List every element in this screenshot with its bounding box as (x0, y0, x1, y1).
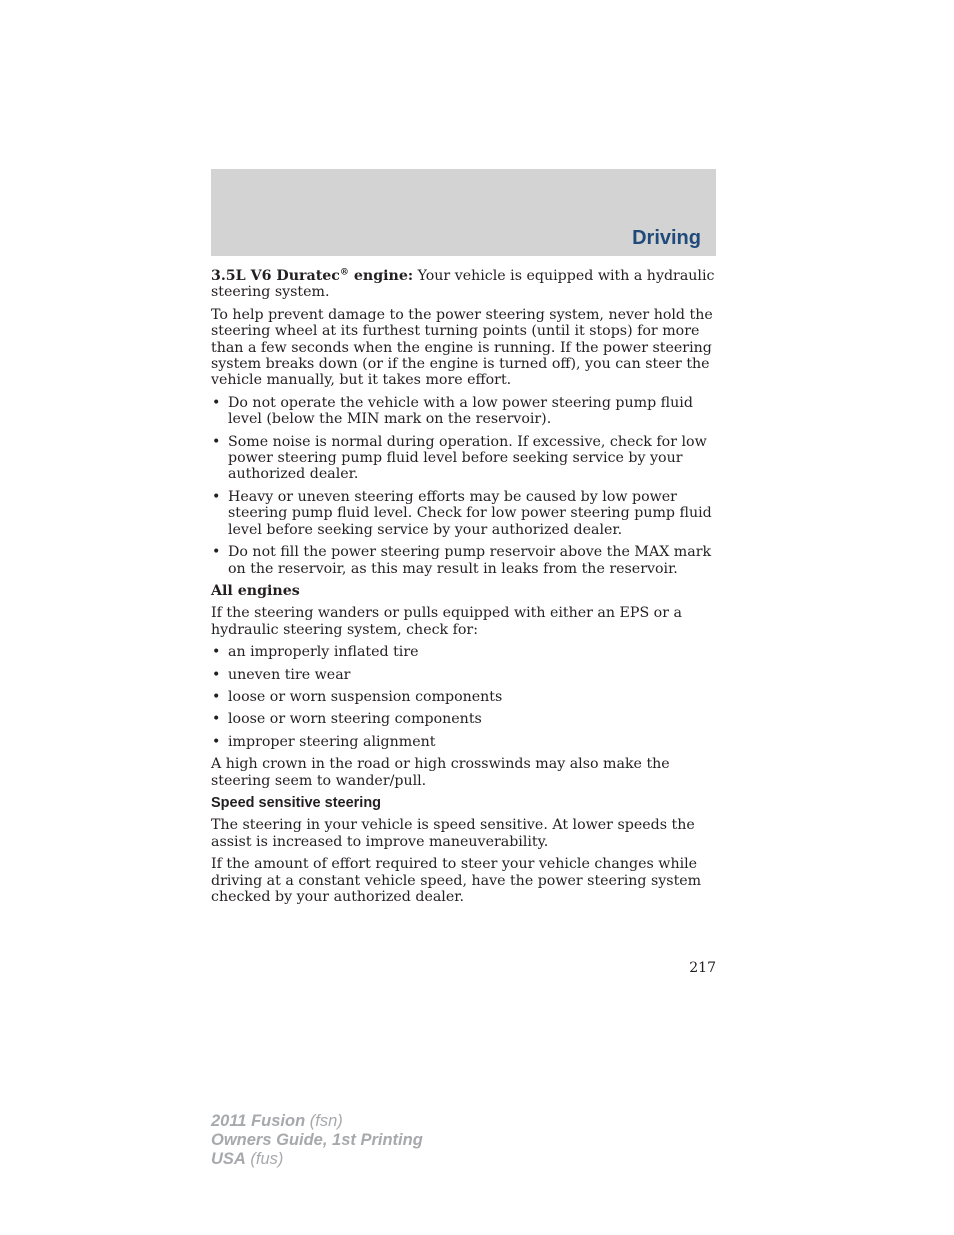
bullet-icon: • (212, 544, 221, 561)
bullet-icon: • (212, 666, 221, 683)
section-header-band (211, 169, 716, 256)
speed-sensitive-heading: Speed sensitive steering (211, 794, 382, 811)
speed-sensitive-paragraph-1: The steering in your vehicle is speed sensitive. At lower speeds the assist is increased to improve maneuverability. (211, 817, 695, 850)
bullet-icon: • (212, 394, 221, 411)
footer-line-guide: Owners Guide, 1st Printing (211, 1131, 423, 1149)
bullet-icon: • (212, 688, 221, 705)
engine-label: 3.5L V6 Duratec® engine: (211, 267, 414, 284)
bullet-icon: • (212, 488, 221, 505)
page-content (211, 268, 719, 911)
registered-mark: ® (339, 267, 349, 278)
all-engines-heading: All engines (211, 582, 300, 599)
bullet-icon: • (212, 711, 221, 728)
bullet-icon: • (212, 733, 221, 750)
power-steering-bullet-list (211, 395, 719, 577)
list-item: • Some noise is normal during operation. If excessive, check for low power steering pump fluid level before seeking service by your authorized dealer. (212, 433, 707, 483)
list-item: • uneven tire wear (212, 666, 351, 683)
footer-line-model: 2011 Fusion (fsn) (211, 1112, 343, 1130)
list-item: • loose or worn suspension components (212, 688, 503, 705)
bullet-icon: • (212, 644, 221, 661)
speed-sensitive-paragraph-2: If the amount of effort required to steer your vehicle changes while driving at a constant vehicle speed, have the power steering system checked by your authorized dealer. (211, 856, 702, 905)
list-item: • an improperly inflated tire (212, 644, 419, 661)
section-title: Driving (632, 227, 701, 249)
intro-text: Your vehicle is equipped with a hydraulic steering system. (211, 268, 715, 301)
crosswind-paragraph: A high crown in the road or high crosswinds may also make the steering seem to wander/pull. (211, 756, 670, 789)
intro-paragraph (211, 268, 719, 301)
list-item: • loose or worn steering components (212, 711, 482, 728)
all-engines-paragraph: If the steering wanders or pulls equipped with either an EPS or a hydraulic steering system, check for: (211, 605, 682, 638)
bullet-icon: • (212, 433, 221, 450)
steering-check-list (211, 644, 719, 750)
list-item: • Heavy or uneven steering efforts may be caused by low power steering pump fluid level. Check for low power steering pump fluid level before seeking service by your authorized dealer. (212, 488, 712, 538)
page-number: 217 (689, 960, 716, 976)
list-item: • Do not fill the power steering pump reservoir above the MAX mark on the reservoir, as this may result in leaks from the reservoir. (212, 544, 712, 577)
footer-line-region: USA (fus) (211, 1150, 284, 1168)
document-footer (211, 1112, 423, 1169)
list-item: • improper steering alignment (212, 733, 436, 750)
power-steering-paragraph: To help prevent damage to the power steering system, never hold the steering wheel at its furthest turning points (until it stops) for more than a few seconds when the engine is running. If the power steering system breaks down (or if the engine is turned off), you can steer the vehicle manually, but it takes more effort. (211, 306, 713, 389)
list-item: • Do not operate the vehicle with a low power steering pump fluid level (below the MIN mark on the reservoir). (212, 394, 693, 428)
